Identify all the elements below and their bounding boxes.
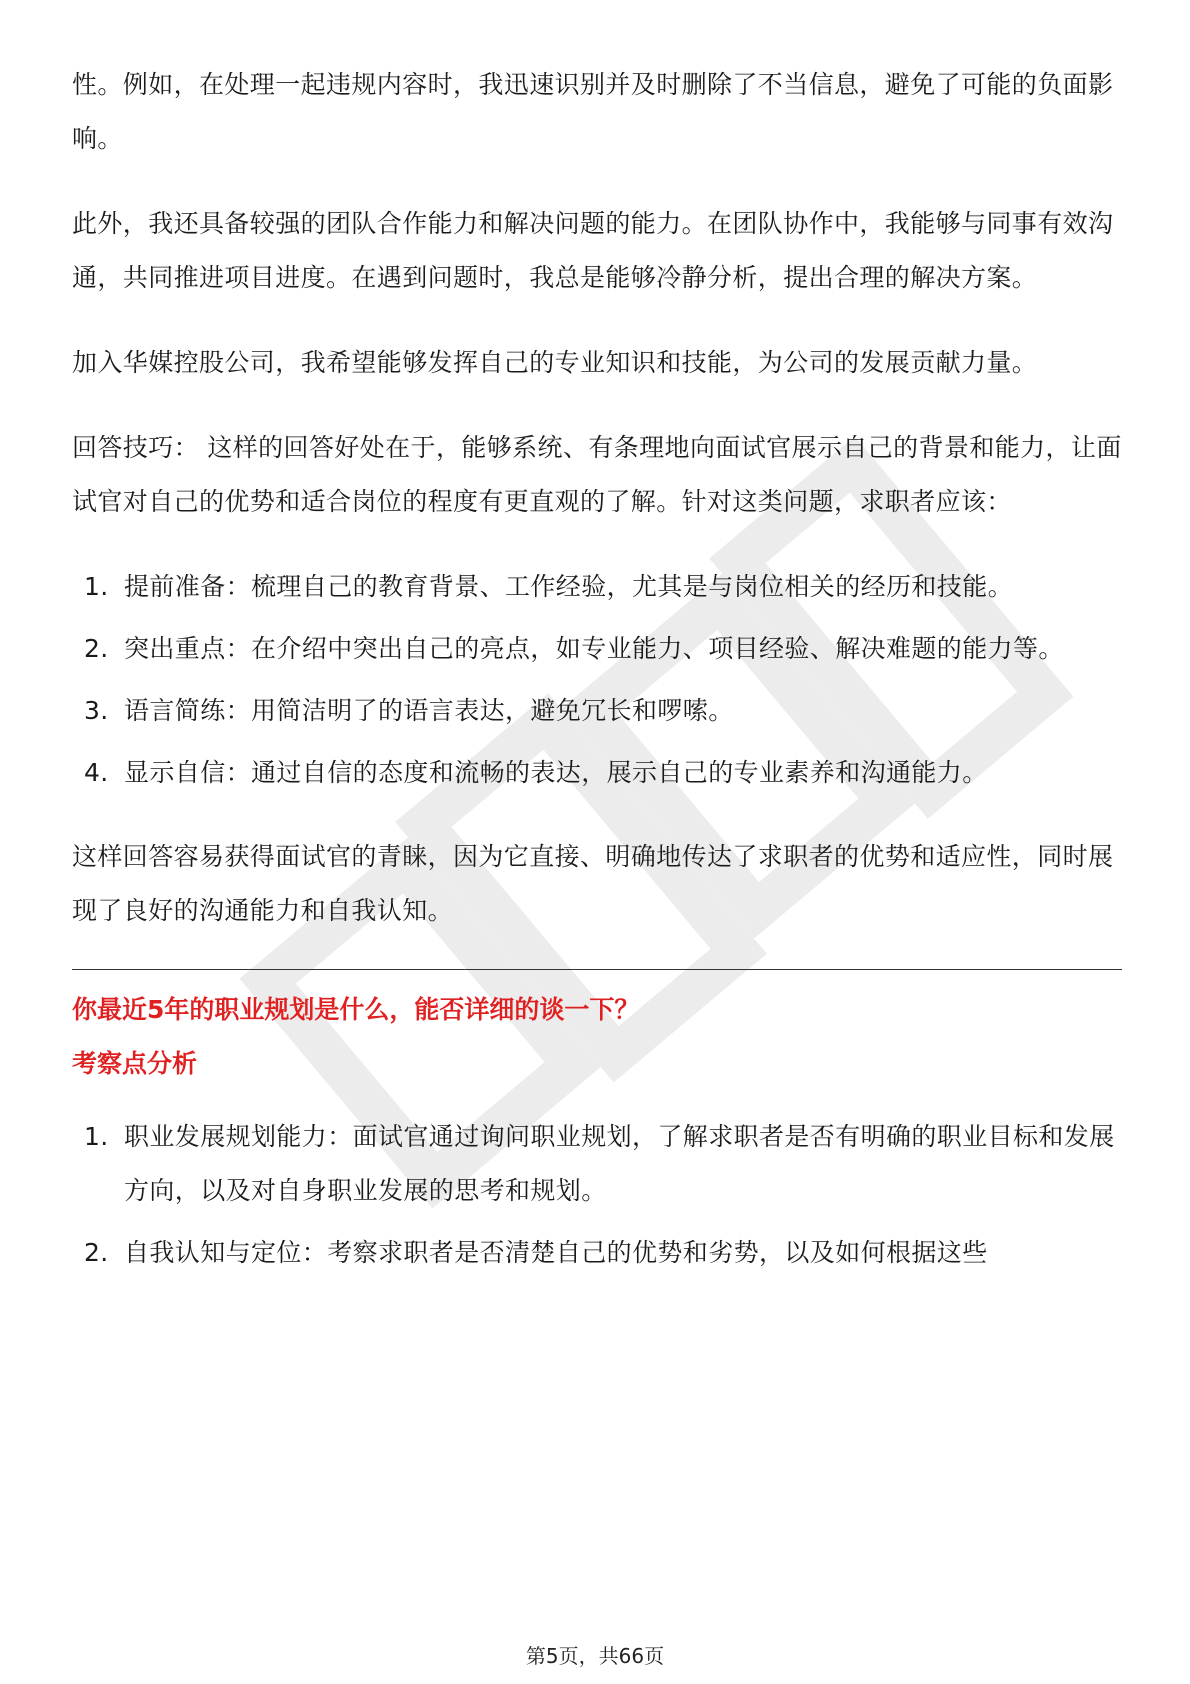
paragraph-teamwork: 此外，我还具备较强的团队合作能力和解决问题的能力。在团队协作中，我能够与同事有效沟通，共同推进项目进度。在遇到问题时，我总是能够冷静分析，提出合理的解决方案。	[72, 209, 1114, 292]
paragraph-closing: 这样回答容易获得面试官的青睐，因为它直接、明确地传达了求职者的优势和适应性，同时展现了良好的沟通能力和自我认知。	[72, 842, 1114, 925]
paragraph-answer-tips: 回答技巧： 这样的回答好处在于，能够系统、有条理地向面试官展示自己的背景和能力，让面试官对自己的优势和适合岗位的程度有更直观的了解。针对这类问题，求职者应该：	[72, 433, 1122, 516]
list-item	[72, 560, 1122, 614]
list-number: 3.	[84, 696, 109, 725]
question-title: 你最近5年的职业规划是什么，能否详细的谈一下？	[72, 995, 640, 1024]
list-text: 自我认知与定位：考察求职者是否清楚自己的优势和劣势，以及如何根据这些	[124, 1238, 988, 1267]
list-text: 突出重点：在介绍中突出自己的亮点，如专业能力、项目经验、解决难题的能力等。	[124, 634, 1064, 663]
question-subtitle: 考察点分析	[72, 1049, 198, 1078]
list-item	[72, 1226, 1122, 1280]
page-footer: 第5页，共66页	[525, 1644, 665, 1668]
list-item	[72, 1110, 1122, 1218]
paragraph-example: 性。例如，在处理一起违规内容时，我迅速识别并及时删除了不当信息，避免了可能的负面影响。	[72, 70, 1114, 153]
list-text: 提前准备：梳理自己的教育背景、工作经验，尤其是与岗位相关的经历和技能。	[124, 572, 1014, 601]
document-content	[72, 58, 1122, 1310]
list-number: 1.	[84, 1122, 109, 1151]
section-divider	[72, 969, 1122, 970]
list-item	[72, 746, 1122, 800]
list-number: 1.	[84, 572, 109, 601]
list-text: 显示自信：通过自信的态度和流畅的表达，展示自己的专业素养和沟通能力。	[124, 758, 988, 787]
list-text: 语言简练：用简洁明了的语言表达，避免冗长和啰嗦。	[124, 696, 734, 725]
tips-list	[72, 560, 1122, 800]
list-number: 2.	[84, 1238, 109, 1267]
list-number: 4.	[84, 758, 109, 787]
list-item	[72, 684, 1122, 738]
analysis-list	[72, 1110, 1122, 1280]
paragraph-company-goal: 加入华媒控股公司，我希望能够发挥自己的专业知识和技能，为公司的发展贡献力量。	[72, 348, 1038, 377]
list-item	[72, 622, 1122, 676]
list-number: 2.	[84, 634, 109, 663]
list-text: 职业发展规划能力：面试官通过询问职业规划，了解求职者是否有明确的职业目标和发展方向，以及对自身职业发展的思考和规划。	[124, 1122, 1115, 1205]
